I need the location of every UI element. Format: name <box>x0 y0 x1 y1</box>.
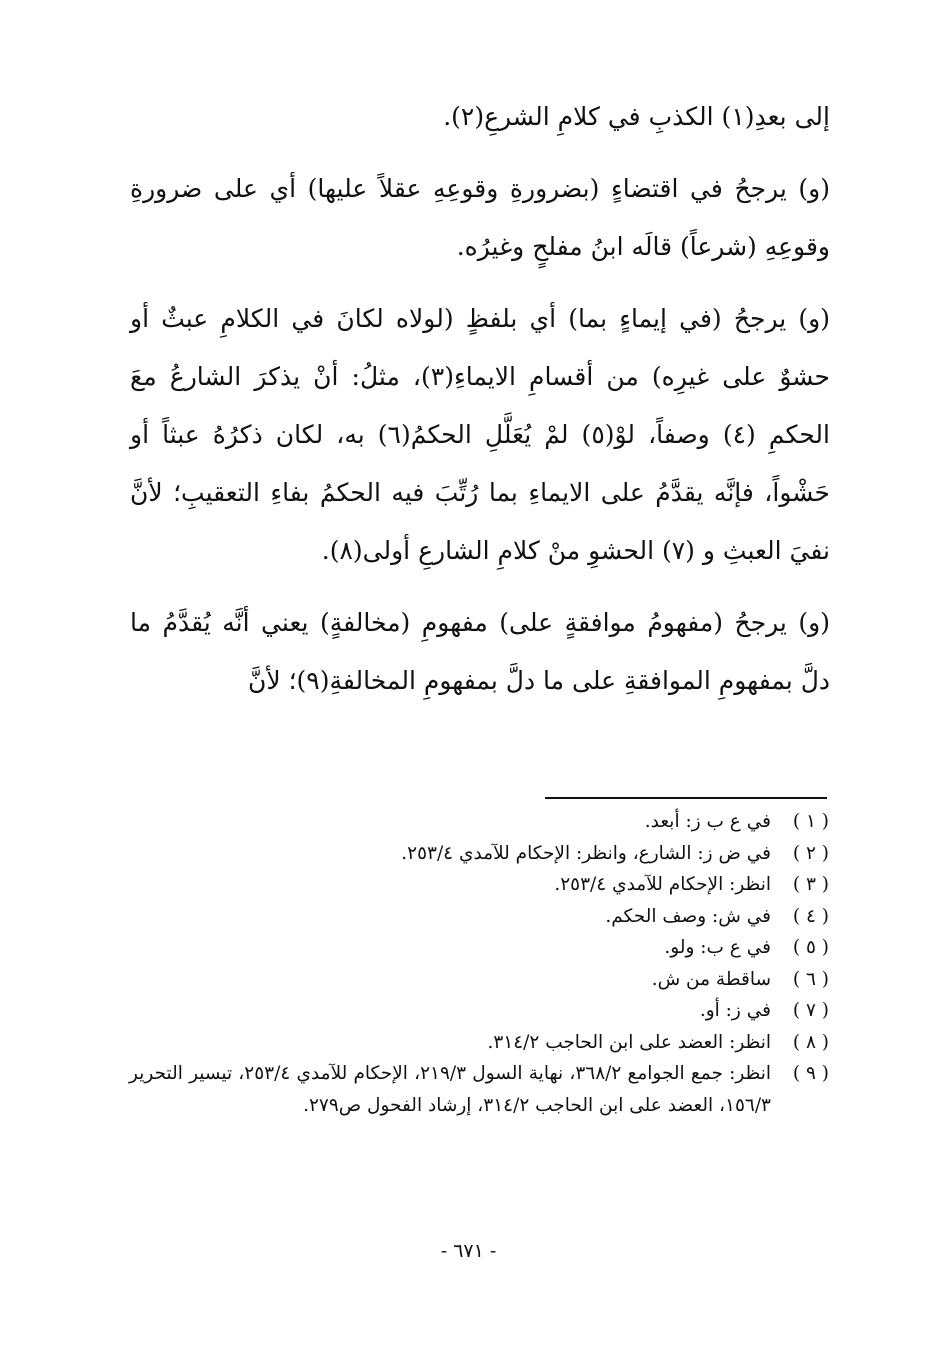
footnote-number: ( ٣ ) <box>792 874 829 895</box>
paragraph-2: (و) يرجحُ في اقتضاءٍ (بضرورةِ وقوعِهِ عقلاً عليها) أي على ضرورةِ وقوعِهِ (شرعاً) قالَه ابنُ مفلحٍ وغيرُه. <box>130 174 830 261</box>
footnote-number: ( ٤ ) <box>792 905 829 927</box>
footnote-number: ( ٦ ) <box>792 968 829 990</box>
footnote-item <box>129 806 829 838</box>
footnote-text: في ع ب ز: أبعد. <box>644 811 771 832</box>
footnote-text: في ز: أو. <box>699 1000 771 1021</box>
footnotes <box>129 806 829 1121</box>
footnote-number: ( ٢ ) <box>792 842 829 864</box>
footnote-text: في ض ز: الشارع، وانظر: الإحكام للآمدي ٢٥٣/٤. <box>401 842 771 864</box>
footnote-item <box>129 869 829 901</box>
footnote-item <box>129 932 829 964</box>
footnote-text: في ش: وصف الحكم. <box>605 905 771 927</box>
footnote-text: ساقطة من ش. <box>651 968 771 990</box>
page-number: - ٦٧١ - <box>440 1240 497 1262</box>
footnote-number: ( ١ ) <box>792 811 829 832</box>
main-text <box>130 88 830 710</box>
footnote-text: انظر: الإحكام للآمدي ٢٥٣/٤. <box>554 874 771 895</box>
footnote-item <box>129 901 829 933</box>
paragraph-3: (و) يرجحُ (في إيماءٍ بما) أي بلفظٍ (لولاه لكانَ في الكلامِ عبثٌ أو حشوٌ على غيرِه) من أقسامِ الايماءِ(٣)، مثلُ: أنْ يذكرَ الشارعُ معَ الحكمِ (٤) وصفاً، لوْ(٥) لمْ يُعَلَّلِ الحكمُ(٦) به، لكان ذكرُهُ عبثاً أو حَشْواً، فإنَّه يقدَّمُ على الايماءِ بما رُتِّبَ فيه الحكمُ بفاءِ التعقيبِ؛ لأنَّ نفيَ العبثِ و (٧) الحشوِ منْ كلامِ الشارعِ أولى(٨). <box>130 304 830 565</box>
footnote-number: ( ٨ ) <box>792 1031 829 1053</box>
paragraph-1: إلى بعدِ(١) الكذبِ في كلامِ الشرعِ(٢). <box>443 102 830 131</box>
footnote-item <box>129 1058 829 1121</box>
footnote-item <box>129 838 829 870</box>
footnote-item <box>129 995 829 1027</box>
footnote-divider <box>545 797 827 799</box>
footnote-number: ( ٧ ) <box>792 1000 829 1021</box>
paragraph-4: (و) يرجحُ (مفهومُ موافقةٍ على) مفهومِ (مخالفةٍ) يعني أنَّه يُقدَّمُ ما دلَّ بمفهومِ الموافقةِ على ما دلَّ بمفهومِ المخالفةِ(٩)؛ لأنَّ <box>130 608 830 695</box>
footnote-number: ( ٥ ) <box>792 937 829 958</box>
footnote-item <box>129 1027 829 1059</box>
footnote-item <box>129 964 829 996</box>
footnote-number: ( ٩ ) <box>792 1063 829 1084</box>
footnote-text: انظر: العضد على ابن الحاجب ٣١٤/٢. <box>487 1031 771 1053</box>
footnote-text: في ع ب: ولو. <box>664 937 771 958</box>
footnote-text: انظر: جمع الجوامع ٣٦٨/٢، نهاية السول ٢١٩/٣، الإحكام للآمدي ٢٥٣/٤، تيسير التحرير ١٥٦/٣، العضد على ابن الحاجب ٣١٤/٢، إرشاد الفحول ص٢٧٩. <box>129 1063 771 1116</box>
